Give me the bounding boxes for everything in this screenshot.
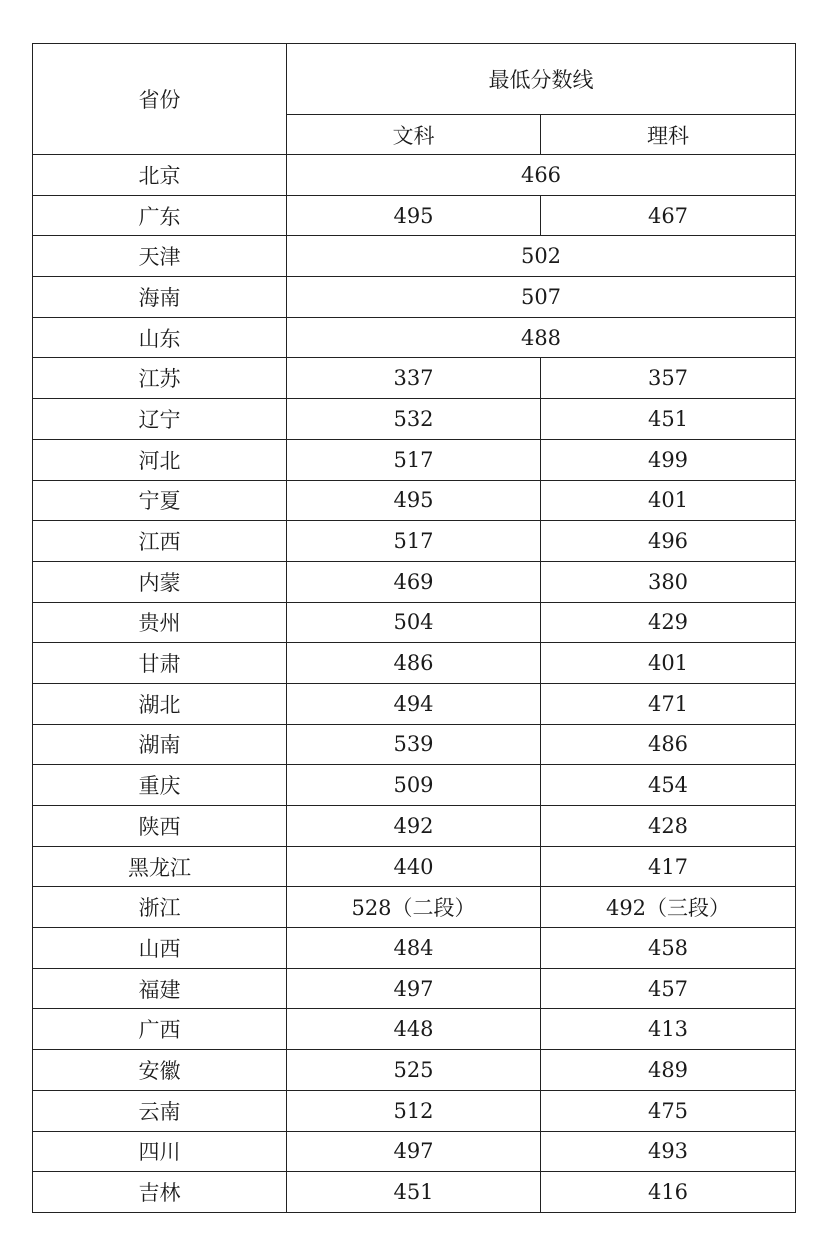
table-row xyxy=(33,724,796,765)
cell-wenke-score: 448 xyxy=(287,1009,541,1050)
table-row xyxy=(33,277,796,318)
cell-like-score: 486 xyxy=(541,724,796,765)
table-row xyxy=(33,887,796,928)
cell-province: 重庆 xyxy=(33,765,287,806)
cell-like-score: 457 xyxy=(541,968,796,1009)
cell-like-score: 458 xyxy=(541,928,796,969)
cell-like-score: 492（三段） xyxy=(541,887,796,928)
cell-province: 贵州 xyxy=(33,602,287,643)
cell-province: 陕西 xyxy=(33,806,287,847)
table-row xyxy=(33,1090,796,1131)
table-row xyxy=(33,683,796,724)
cell-province: 辽宁 xyxy=(33,399,287,440)
cell-wenke-score: 525 xyxy=(287,1050,541,1091)
cell-like-score: 475 xyxy=(541,1090,796,1131)
cell-like-score: 467 xyxy=(541,195,796,236)
cell-province: 山东 xyxy=(33,317,287,358)
table-row xyxy=(33,1172,796,1213)
table-body xyxy=(33,155,796,1213)
cell-province: 广东 xyxy=(33,195,287,236)
cell-wenke-score: 495 xyxy=(287,480,541,521)
table-row xyxy=(33,358,796,399)
table-row xyxy=(33,195,796,236)
cell-wenke-score: 486 xyxy=(287,643,541,684)
cell-wenke-score: 512 xyxy=(287,1090,541,1131)
table-row xyxy=(33,1009,796,1050)
cell-wenke-score: 494 xyxy=(287,683,541,724)
table-row xyxy=(33,236,796,277)
cell-province: 北京 xyxy=(33,155,287,196)
cell-wenke-score: 440 xyxy=(287,846,541,887)
cell-province: 黑龙江 xyxy=(33,846,287,887)
cell-province: 吉林 xyxy=(33,1172,287,1213)
cell-like-score: 417 xyxy=(541,846,796,887)
cell-wenke-score: 528（二段） xyxy=(287,887,541,928)
cell-province: 广西 xyxy=(33,1009,287,1050)
cell-wenke-score: 539 xyxy=(287,724,541,765)
table-row xyxy=(33,317,796,358)
cell-wenke-score: 495 xyxy=(287,195,541,236)
header-province: 省份 xyxy=(33,44,287,155)
cell-province: 湖南 xyxy=(33,724,287,765)
cell-like-score: 413 xyxy=(541,1009,796,1050)
header-min-score: 最低分数线 xyxy=(287,44,796,115)
cell-wenke-score: 484 xyxy=(287,928,541,969)
cell-like-score: 489 xyxy=(541,1050,796,1091)
cell-merged-score: 502 xyxy=(287,236,796,277)
cell-like-score: 380 xyxy=(541,561,796,602)
cell-like-score: 357 xyxy=(541,358,796,399)
table-row xyxy=(33,602,796,643)
cell-province: 甘肃 xyxy=(33,643,287,684)
cell-like-score: 428 xyxy=(541,806,796,847)
table-row xyxy=(33,765,796,806)
table-row xyxy=(33,806,796,847)
cell-province: 湖北 xyxy=(33,683,287,724)
cell-wenke-score: 504 xyxy=(287,602,541,643)
cell-like-score: 416 xyxy=(541,1172,796,1213)
cell-like-score: 454 xyxy=(541,765,796,806)
cell-like-score: 493 xyxy=(541,1131,796,1172)
cell-province: 云南 xyxy=(33,1090,287,1131)
table-row xyxy=(33,439,796,480)
cell-province: 江苏 xyxy=(33,358,287,399)
cell-merged-score: 507 xyxy=(287,277,796,318)
cell-like-score: 429 xyxy=(541,602,796,643)
table-row xyxy=(33,561,796,602)
cell-province: 内蒙 xyxy=(33,561,287,602)
cell-like-score: 496 xyxy=(541,521,796,562)
cell-merged-score: 488 xyxy=(287,317,796,358)
cell-province: 山西 xyxy=(33,928,287,969)
cell-province: 海南 xyxy=(33,277,287,318)
cell-province: 安徽 xyxy=(33,1050,287,1091)
cell-wenke-score: 337 xyxy=(287,358,541,399)
cell-province: 河北 xyxy=(33,439,287,480)
cell-province: 宁夏 xyxy=(33,480,287,521)
table-row xyxy=(33,846,796,887)
table-row xyxy=(33,1131,796,1172)
cell-like-score: 499 xyxy=(541,439,796,480)
cell-wenke-score: 517 xyxy=(287,439,541,480)
cell-like-score: 401 xyxy=(541,480,796,521)
cell-wenke-score: 509 xyxy=(287,765,541,806)
cell-like-score: 471 xyxy=(541,683,796,724)
table-row xyxy=(33,155,796,196)
cell-wenke-score: 451 xyxy=(287,1172,541,1213)
cell-merged-score: 466 xyxy=(287,155,796,196)
table-row xyxy=(33,968,796,1009)
cell-wenke-score: 497 xyxy=(287,1131,541,1172)
cell-province: 福建 xyxy=(33,968,287,1009)
cell-province: 天津 xyxy=(33,236,287,277)
table-row xyxy=(33,928,796,969)
score-table xyxy=(32,43,796,1213)
cell-wenke-score: 469 xyxy=(287,561,541,602)
table-row xyxy=(33,399,796,440)
cell-like-score: 401 xyxy=(541,643,796,684)
table-row xyxy=(33,1050,796,1091)
cell-wenke-score: 492 xyxy=(287,806,541,847)
table-row xyxy=(33,521,796,562)
cell-province: 江西 xyxy=(33,521,287,562)
header-like: 理科 xyxy=(541,115,796,155)
header-wenke: 文科 xyxy=(287,115,541,155)
cell-wenke-score: 517 xyxy=(287,521,541,562)
table-row xyxy=(33,643,796,684)
cell-wenke-score: 497 xyxy=(287,968,541,1009)
table-row xyxy=(33,480,796,521)
cell-like-score: 451 xyxy=(541,399,796,440)
cell-wenke-score: 532 xyxy=(287,399,541,440)
cell-province: 浙江 xyxy=(33,887,287,928)
cell-province: 四川 xyxy=(33,1131,287,1172)
